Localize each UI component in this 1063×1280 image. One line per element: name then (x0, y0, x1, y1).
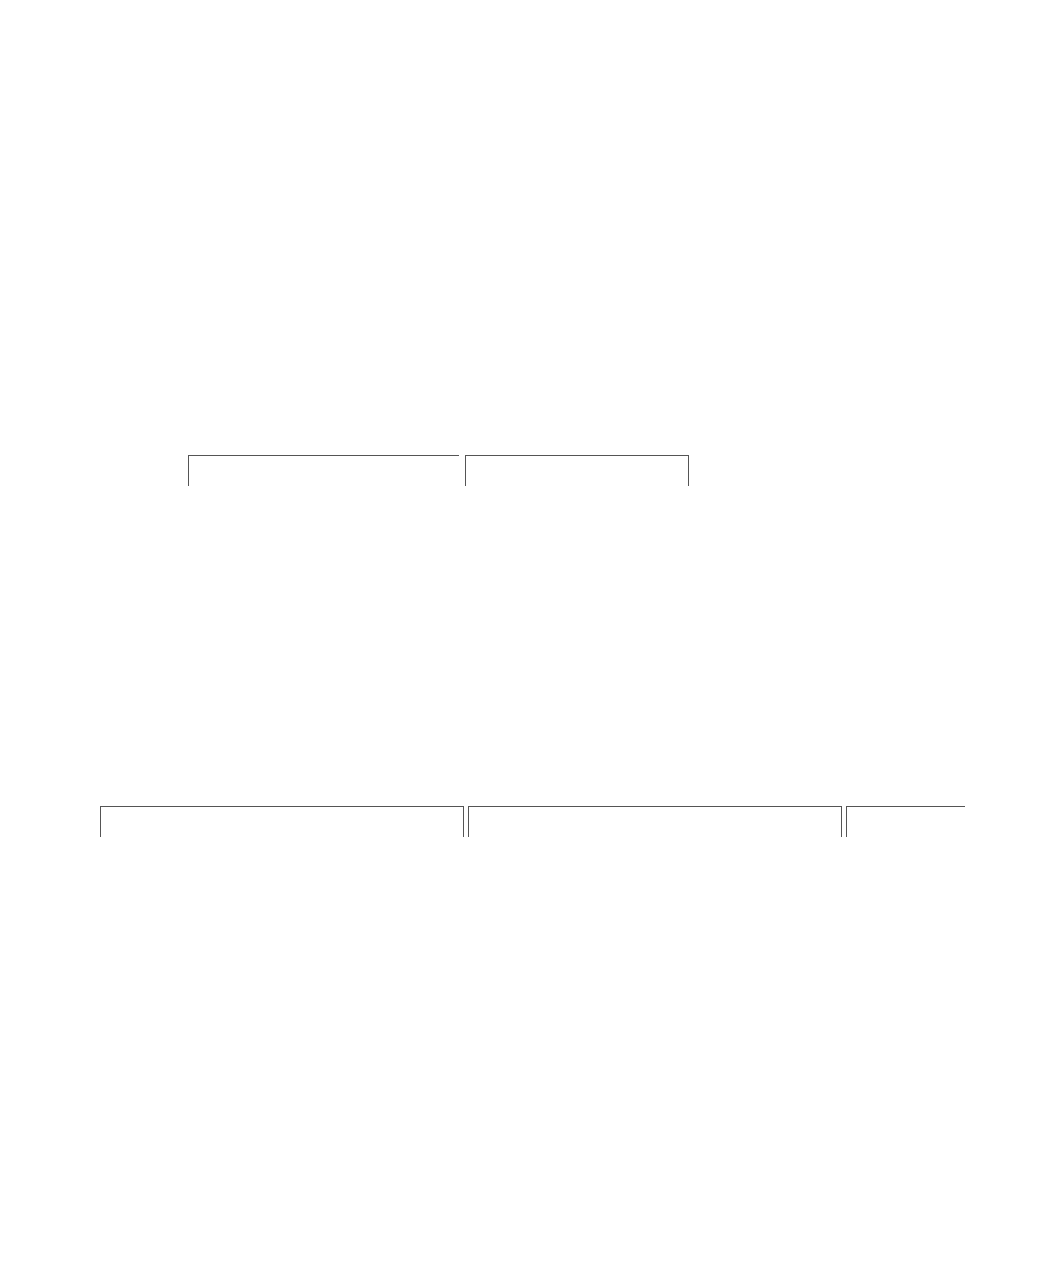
volta-bracket-1 (188, 455, 459, 486)
volta-bracket-1 (100, 806, 464, 837)
volta-bracket-2 (468, 806, 842, 837)
volta-bracket-2 (465, 455, 689, 486)
volta-bracket-3 (846, 806, 965, 837)
